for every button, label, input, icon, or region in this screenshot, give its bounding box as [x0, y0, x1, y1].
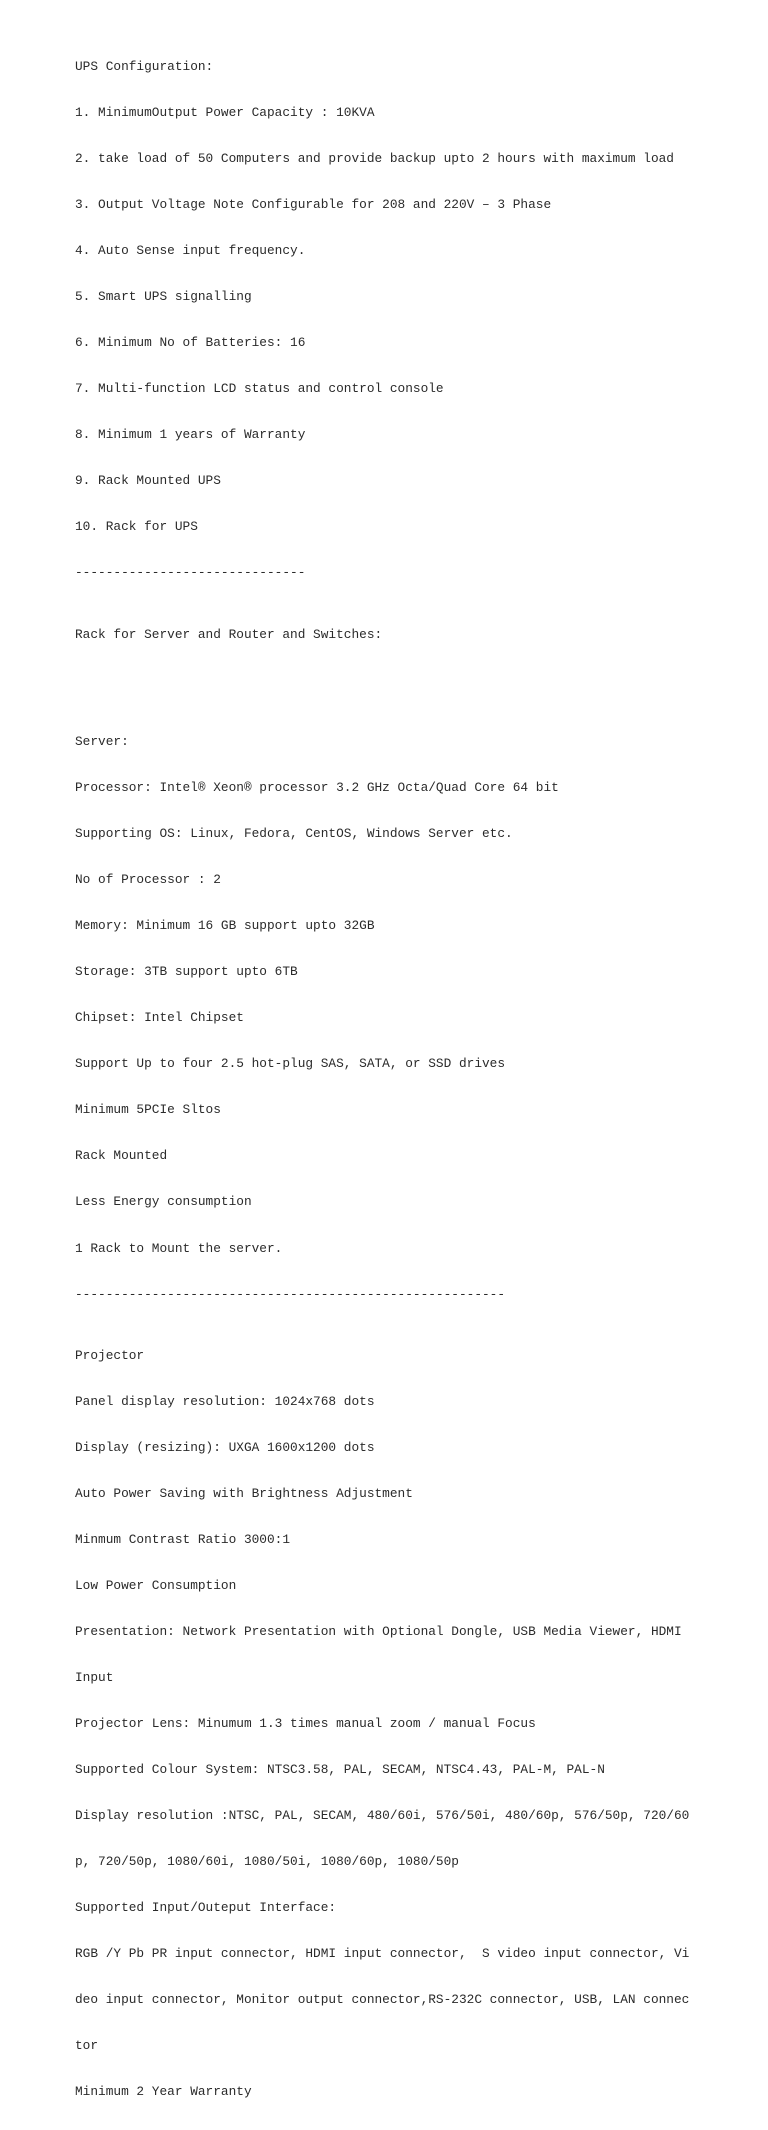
- ups-item: 10. Rack for UPS: [75, 519, 198, 535]
- projector-spec-line: Presentation: Network Presentation with Optional Dongle, USB Media Viewer, HDMI: [75, 1624, 682, 1640]
- projector-spec-line: Display resolution :NTSC, PAL, SECAM, 480/60i, 576/50i, 480/60p, 576/50p, 720/60: [75, 1808, 690, 1824]
- ups-item: 1. MinimumOutput Power Capacity : 10KVA: [75, 105, 375, 121]
- projector-spec-line: RGB /Y Pb PR input connector, HDMI input connector, S video input connector, Vi: [75, 1946, 690, 1962]
- server-spec-line: Chipset: Intel Chipset: [75, 1010, 244, 1026]
- projector-spec-line: Auto Power Saving with Brightness Adjustment: [75, 1486, 413, 1501]
- server-spec-line: Processor: Intel® Xeon® processor 3.2 GHz Octa/Quad Core 64 bit: [75, 780, 559, 796]
- section-separator: --------------------------------------------------------: [75, 1286, 506, 1302]
- server-section-title: Server:: [75, 734, 129, 750]
- projector-spec-line: Display (resizing): UXGA 1600x1200 dots: [75, 1439, 375, 1455]
- ups-item: 4. Auto Sense input frequency.: [75, 243, 306, 259]
- server-spec-line: Storage: 3TB support upto 6TB: [75, 964, 298, 980]
- ups-item: 9. Rack Mounted UPS: [75, 473, 221, 489]
- server-spec-line: Rack Mounted: [75, 1148, 168, 1164]
- projector-spec-line: Input: [75, 1670, 114, 1686]
- projector-spec-line: Minmum Contrast Ratio 3000:1: [75, 1532, 291, 1548]
- server-spec-line: Supporting OS: Linux, Fedora, CentOS, Windows Server etc.: [75, 826, 513, 842]
- server-spec-line: Memory: Minimum 16 GB support upto 32GB: [75, 918, 375, 934]
- ups-item: 7. Multi-function LCD status and control console: [75, 381, 444, 397]
- projector-section-title: Projector: [75, 1347, 145, 1363]
- server-spec-line: Support Up to four 2.5 hot-plug SAS, SATA, or SSD drives: [75, 1056, 506, 1072]
- ups-item: 5. Smart UPS signalling: [75, 289, 252, 305]
- server-spec-line: Minimum 5PCIe Sltos: [75, 1102, 221, 1118]
- projector-spec-line: deo input connector, Monitor output connector,RS-232C connector, USB, LAN connec: [75, 1992, 690, 2008]
- document-page: [75, 13, 755, 2130]
- ups-item: 8. Minimum 1 years of Warranty: [75, 427, 306, 443]
- projector-spec-line: tor: [75, 2038, 99, 2054]
- projector-spec-line: Supported Colour System: NTSC3.58, PAL, SECAM, NTSC4.43, PAL-M, PAL-N: [75, 1762, 605, 1778]
- projector-spec-line: Supported Input/Outeput Interface:: [75, 1900, 337, 1916]
- ups-item: 2. take load of 50 Computers and provide backup upto 2 hours with maximum load: [75, 151, 674, 167]
- projector-spec-line: Minimum 2 Year Warranty: [75, 2084, 252, 2100]
- projector-spec-line: Panel display resolution: 1024x768 dots: [75, 1393, 375, 1409]
- rack-section-title: Rack for Server and Router and Switches:: [75, 626, 383, 642]
- server-spec-line: 1 Rack to Mount the server.: [75, 1240, 283, 1256]
- projector-spec-line: p, 720/50p, 1080/60i, 1080/50i, 1080/60p, 1080/50p: [75, 1854, 459, 1870]
- projector-spec-line: Low Power Consumption: [75, 1578, 237, 1594]
- ups-item: 3. Output Voltage Note Configurable for 208 and 220V – 3 Phase: [75, 197, 552, 213]
- ups-item: 6. Minimum No of Batteries: 16: [75, 335, 306, 351]
- server-spec-line: No of Processor : 2: [75, 872, 221, 888]
- blank-line: [75, 673, 755, 688]
- ups-section-title: UPS Configuration:: [75, 59, 214, 75]
- section-separator: ------------------------------: [75, 565, 306, 581]
- projector-spec-line: Projector Lens: Minumum 1.3 times manual zoom / manual Focus: [75, 1716, 536, 1732]
- server-spec-line: Less Energy consumption: [75, 1194, 252, 1210]
